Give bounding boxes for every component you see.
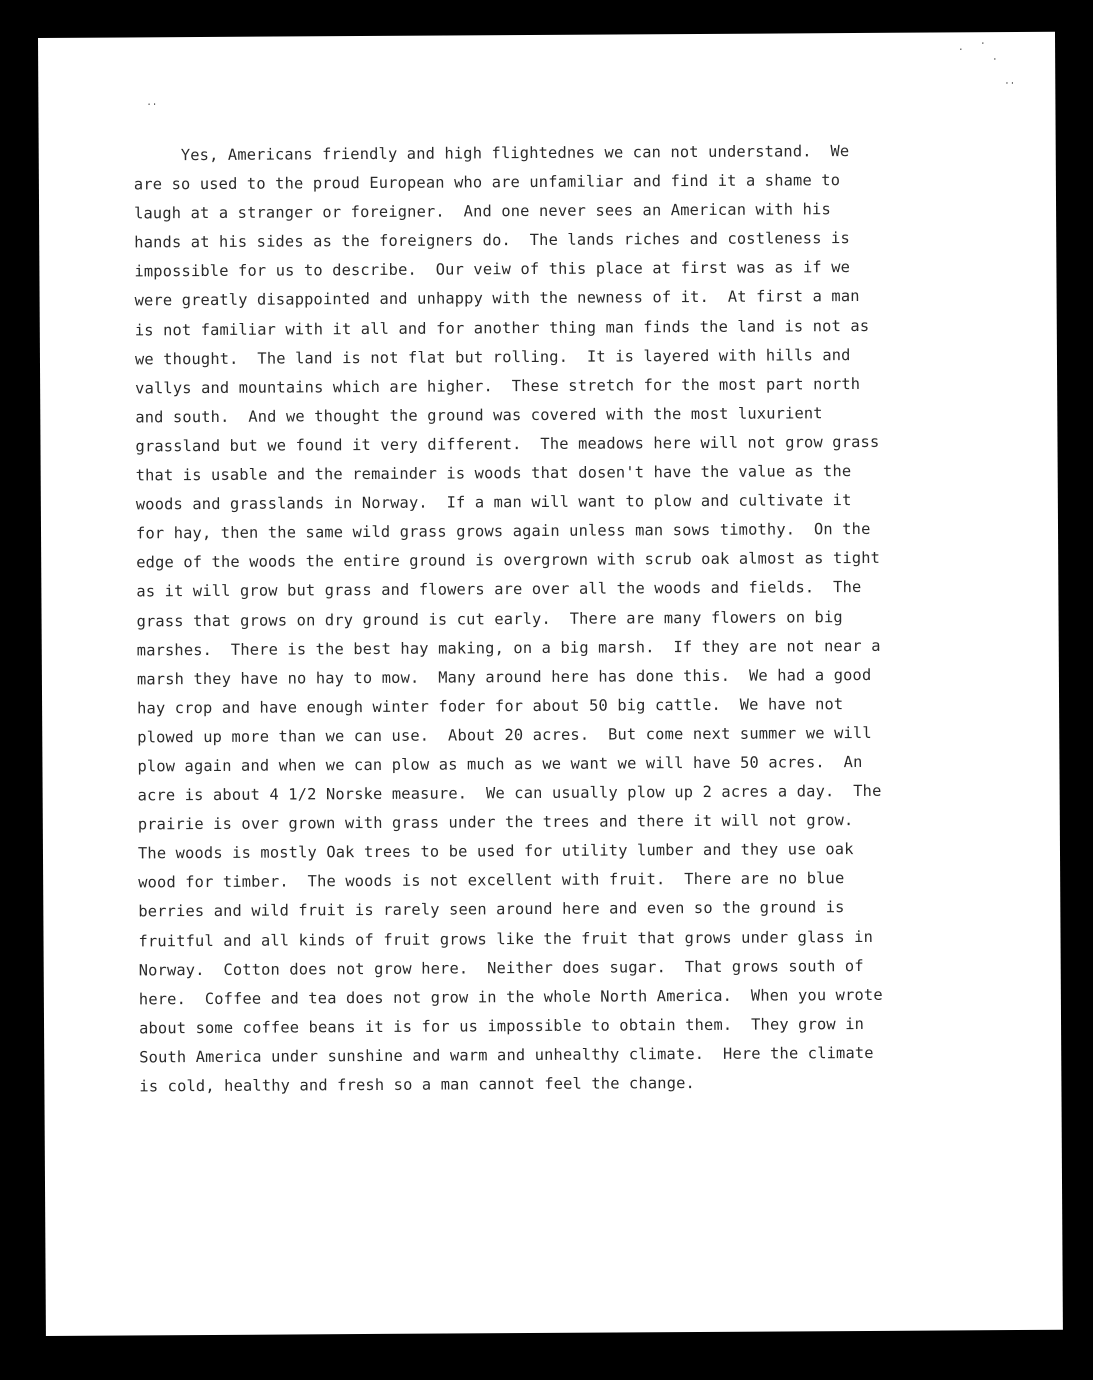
scan-speck: ··: [146, 100, 158, 111]
text-line: acre is about 4 1/2 Norske measure. We can usually plow up 2 acres a day. The: [137, 781, 882, 805]
text-line: about some coffee beans it is for us impossible to obtain them. They grow in: [138, 1014, 865, 1038]
scan-speck: ·: [992, 55, 998, 66]
text-line: laugh at a stranger or foreigner. And one never sees an American with his: [134, 200, 831, 223]
text-line: is not familiar with it all and for another thing man finds the land is not as: [134, 316, 870, 339]
scan-speck: ·: [980, 39, 986, 50]
text-line: hands at his sides as the foreigners do. The lands riches and costleness is: [134, 229, 850, 252]
document-page: [38, 32, 1063, 1336]
text-line: are so used to the proud European who are unfamiliar and find it a shame to: [133, 171, 841, 194]
text-line: wood for timber. The woods is not excellent with fruit. There are no blue: [138, 869, 845, 892]
text-line: fruitful and all kinds of fruit grows like the fruit that grows under glass in: [138, 927, 874, 950]
text-line: is cold, healthy and fresh so a man cannot feel the change.: [139, 1074, 695, 1096]
scan-speck: ·: [958, 45, 964, 56]
text-line: that is usable and the remainder is woods that dosen't have the value as the: [135, 462, 852, 485]
letter-body: [134, 137, 940, 1102]
text-line: marsh they have no hay to mow. Many around here has done this. We had a good: [136, 665, 872, 689]
text-line: South America under sunshine and warm and unhealthy climate. Here the climate: [139, 1043, 874, 1067]
text-line: berries and wild fruit is rarely seen around here and even so the ground is: [138, 898, 845, 921]
text-line: we thought. The land is not flat but rolling. It is layered with hills and: [134, 345, 851, 369]
text-line: as it will grow but grass and flowers are over all the woods and fields. The: [136, 578, 862, 601]
text-line: grass that grows on dry ground is cut early. There are many flowers on big: [136, 607, 843, 630]
text-line: hay crop and have enough winter foder for about 50 big cattle. We have not: [137, 694, 844, 718]
text-line: vallys and mountains which are higher. These stretch for the most part north: [135, 374, 861, 398]
text-line: prairie is over grown with grass under the trees and there it will not grow.: [137, 811, 854, 834]
text-line: for hay, then the same wild grass grows again unless man sows timothy. On the: [135, 520, 871, 543]
text-line: marshes. There is the best hay making, on a big marsh. If they are not near a: [136, 636, 881, 660]
text-line: woods and grasslands in Norway. If a man will want to plow and cultivate it: [135, 491, 852, 514]
text-line: edge of the woods the entire ground is overgrown with scrub oak almost as tight: [136, 549, 881, 572]
text-line: and south. And we thought the ground was covered with the most luxurient: [135, 404, 823, 427]
text-line: Norway. Cotton does not grow here. Neither does sugar. That grows south of: [138, 956, 864, 980]
scan-speck: ··: [1004, 79, 1016, 90]
text-line: The woods is mostly Oak trees to be used for utility lumber and they use oak: [137, 840, 854, 863]
text-line: plowed up more than we can use. About 20 acres. But come next summer we will: [137, 723, 872, 747]
text-line: here. Coffee and tea does not grow in the whole North America. When you wrote: [138, 985, 883, 1009]
text-line: were greatly disappointed and unhappy with the newness of it. At first a man: [134, 287, 860, 310]
text-line: plow again and when we can plow as much as we want we will have 50 acres. An: [137, 752, 863, 776]
text-line: grassland but we found it very different. The meadows here will not grow grass: [135, 432, 880, 456]
text-line: Yes, Americans friendly and high flightednes we can not understand. We: [133, 142, 850, 165]
text-line: impossible for us to describe. Our veiw of this place at first was as if we: [134, 258, 851, 281]
